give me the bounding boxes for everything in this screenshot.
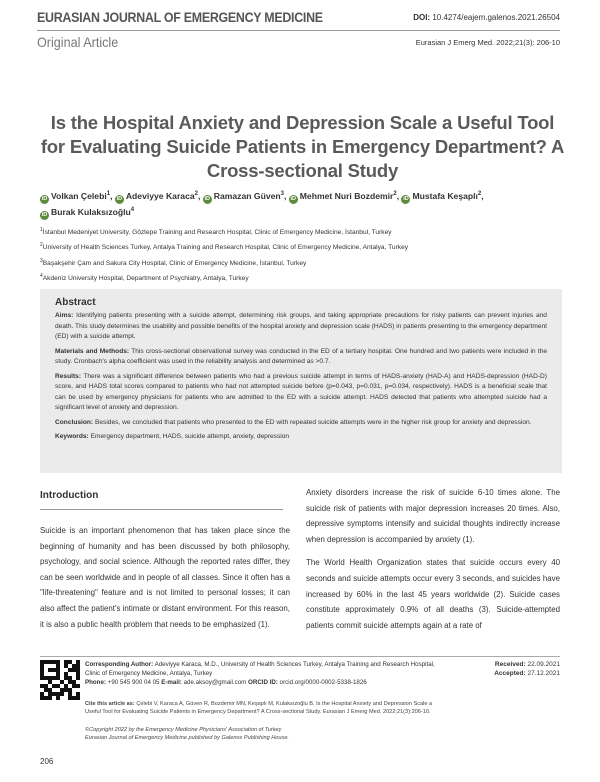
author[interactable]: iD Ramazan Güven$^3$, [204,190,287,202]
orcid-icon[interactable]: iD [403,195,409,202]
page-number: 206 [40,757,54,766]
orcid-link[interactable]: orcid.org/0000-0002-5338-1826 [279,679,367,686]
copyright: ©Copyright 2022 by the Emergency Medicine Physicians' Association of Turkey Eurasian Journal of Emergency Medicine published by Galenos Publishing House. [85,727,289,741]
cite-this-article: Cite this article as: Çelebi V, Karaca A, Güven R, Bozdemir MN, Keşaplı M, Kulaksızoğlu B. Is the Hospital Anxiety and Depression Scale a Useful Tool for Evaluating Suicide Patients in Emergency Department? A Cross-sectional Study. Eurasian J Emerg Med. 2022;21(3):206-10. [85,701,433,715]
author[interactable]: iD Mustafa Keşaplı$^2$, [403,190,484,202]
email-link[interactable]: ade.aksoy@gmail.com [183,679,247,686]
introduction-heading: Introduction [40,490,99,501]
doi[interactable] [413,13,560,22]
article-dates: Received: 22.09.2021 Accepted: 27.12.2021 [494,661,560,677]
affiliation: $^4$Akdeniz University Hospital, Department of Psychiatry, Antalya, Turkey [40,273,249,283]
orcid-icon[interactable]: iD [204,195,211,202]
affiliation: $^2$University of Health Sciences Turkey, Antalya Training and Research Hospital, Clinic of Emergency Medicine, Antalya, Turkey [40,242,409,252]
affiliations [40,224,565,286]
author[interactable]: iD Mehmet Nuri Bozdemir$^2$, [290,190,400,202]
affiliation: $^3$Başakşehir Çam and Sakura City Hospital, Clinic of Emergency Medicine, İstanbul, Turkey [40,257,307,267]
doi-label: DOI: [413,13,431,22]
right-column [306,485,560,633]
author[interactable]: iD Adeviyye Karaca$^2$, [116,190,201,202]
abstract-results: Results: There was a significant difference between patients who had a previous suicide attempt in terms of HADS-anxiety (HAD-A) and HADS-depression (HAD-D) score, and HADS total scores compared to patients who had not attempted suicide before (p=0.043, p=0.031, p=0.034, respectively). HADS is a beneficial scale that can be used by emergency physicians for patients who are admitted to the ED with a suicide attempt. HADS detected that patients who attempted suicide had a significant level of anxiety and depression. [55,372,547,411]
author[interactable]: iD Volkan Çelebi$^1$, [41,190,113,202]
left-column [40,485,290,632]
doi-value[interactable]: 10.4274/eajem.galenos.2021.26504 [432,13,560,22]
abstract-methods: Materials and Methods: This cross-sectional observational survey was conducted in the ED of a tertiary hospital. One hundred and two patients were included in the study. Cronbach's alpha coefficient was used in the reliability analysis and determined as >0.7. [55,347,547,365]
orcid-icon[interactable]: iD [116,195,123,202]
abstract-keywords: Keywords: Emergency department, HADS, suicide attempt, anxiety, depression [55,433,290,440]
corresponding-author: Corresponding Author: Adeviyye Karaca, M.D., University of Health Sciences Turkey, Antalya Training and Research Hospital, Clinic of Emergency Medicine, Antalya, Turkey Phone: +90 545 900 04 05 E-mail: ade.aksoy@gmail.com ORCID ID: orcid.org/0000-0002-5338-1826 [85,661,435,686]
orcid-icon[interactable]: iD [290,195,297,202]
orcid-icon[interactable]: iD [41,195,48,202]
body-paragraph: Anxiety disorders increase the risk of suicide 6-10 times alone. The suicide risk of patients with major depression increases 20 times. Also, depressive symptoms intensify and suicidal thoughts indirectly increase when depression is accompanied by anxiety (1). [306,488,560,544]
body-paragraph: Suicide is an important phenomenon that has taken place since the beginning of humanity and has been discussed by both philosophy, psychology, and social science. Although the reported rates differ, they can be seen worldwide and in people of all classes. Since it often has a "life-threatening" feature and is not limited to personal losses; it can also affect the patient's intimate or distant environment. For this reason, it is also a public health problem that needs to be emphasized (1). [40,526,290,629]
orcid-icon[interactable]: iD [41,211,48,218]
qr-code-icon [40,660,80,700]
abstract-box [40,289,562,473]
section-rule [40,509,283,510]
citation-short: Eurasian J Emerg Med. 2022;21(3): 206-10 [415,38,560,47]
article-title: Is the Hospital Anxiety and Depression Scale a Useful Tool for Evaluating Suicide Patients in Emergency Department? A Cross-sectional Study [40,112,565,181]
abstract-heading: Abstract [55,297,96,308]
header-rule [37,30,560,31]
footer-rule [40,656,560,657]
journal-name: EURASIAN JOURNAL OF EMERGENCY MEDICINE [37,10,323,25]
abstract-conclusion: Conclusion: Besides, we concluded that patients who presented to the ED with repeated suicide attempts were in the higher risk group for anxiety and depression. [55,418,532,426]
body-paragraph: The World Health Organization states that suicide occurs every 40 seconds and suicide attempts occur every 3 seconds, and suicides have increased by 60% in the last 45 years worldwide (2). Suicide cases constitute approximately 0.9% of all deaths (3). Suicide-attempted patients commit suicide attempts again at a rate of [306,558,560,630]
article-type: Original Article [37,34,119,50]
author-list [40,188,565,220]
affiliation: $^1$İstanbul Medeniyet University, Göztepe Training and Research Hospital, Clinic of Emergency Medicine, İstanbul, Turkey [40,227,392,237]
author[interactable]: iD Burak Kulaksızoğlu$^4$ [41,206,135,218]
abstract-aims: Aims: Identifying patients presenting with a suicide attempt, determining risk groups, and taking appropriate precautions for risky patients can prevent injuries and death. This study determines the usability and possible benefits of the hospital anxiety and depression scale (HADS) in patients presenting to the emergency department (ED) with a suicide attempt. [55,312,547,340]
